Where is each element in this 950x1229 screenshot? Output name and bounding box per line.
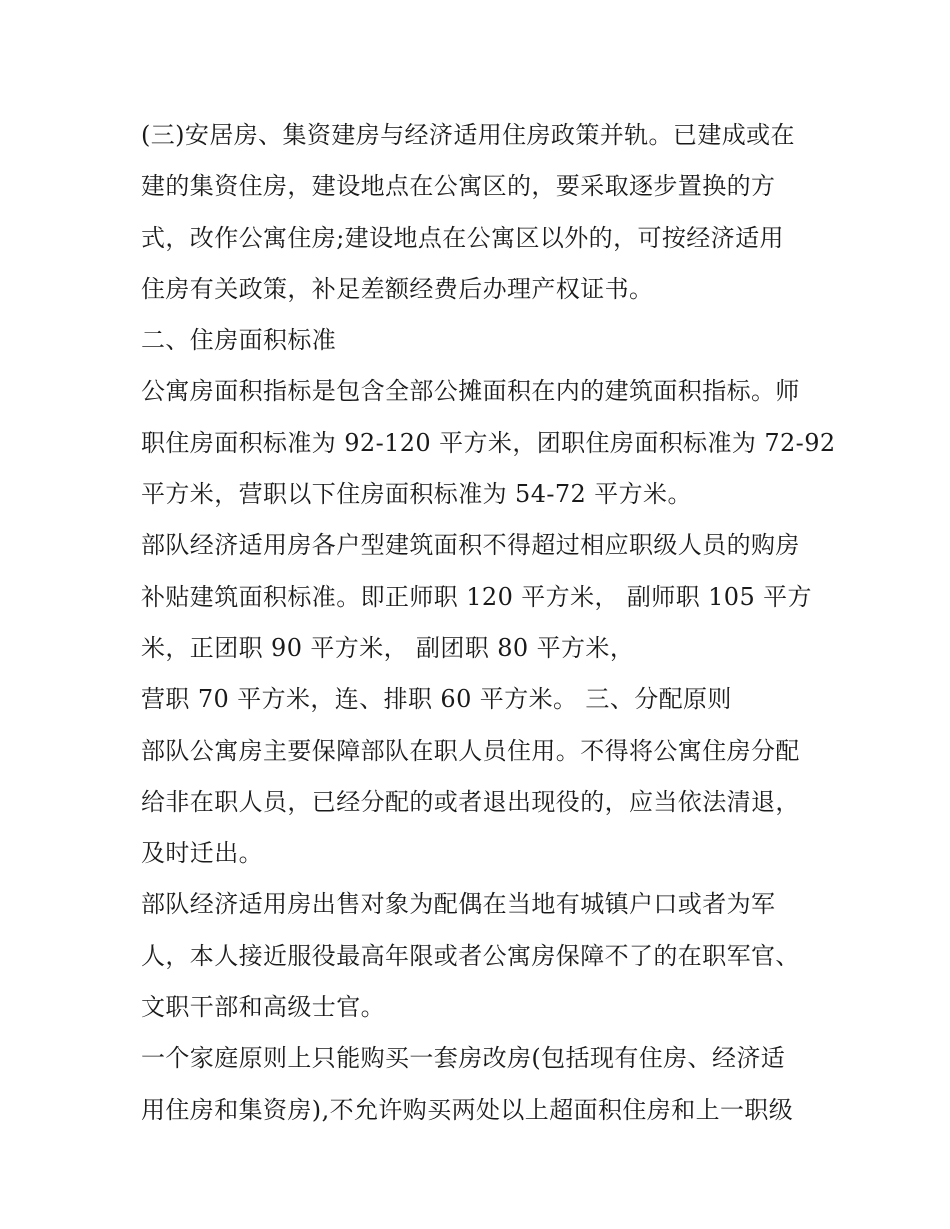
text-line: 一个家庭原则上只能购买一套房改房(包括现有住房、经济适 (141, 1044, 786, 1073)
text-line: 部队经济适用房出售对象为配偶在当地有城镇户口或者为军 (141, 890, 776, 919)
text-line: 式，改作公寓住房;建设地点在公寓区以外的，可按经济适用 (141, 223, 784, 252)
text-line: 公寓房面积指标是包含全部公摊面积在内的建筑面积指标。师 (141, 377, 800, 406)
text-line: 部队公寓房主要保障部队在职人员住用。不得将公寓住房分配 (141, 736, 800, 765)
text-line: 住房有关政策，补足差额经费后办理产权证书。 (141, 274, 654, 303)
text-line: 营职 70 平方米，连、排职 60 平方米。 三、分配原则 (141, 685, 732, 714)
document-body (141, 110, 836, 1136)
text-line: 米，正团职 90 平方米， 副团职 80 平方米， (141, 633, 635, 662)
text-line: 建的集资住房，建设地点在公寓区的，要采取逐步置换的方 (141, 172, 776, 201)
text-line: 平方米，营职以下住房面积标准为 54-72 平方米。 (141, 480, 692, 509)
text-line: 及时迁出。 (141, 839, 263, 868)
text-line: 用住房和集资房),不允许购买两处以上超面积住房和上一职级 (141, 1095, 794, 1124)
text-line: 给非在职人员，已经分配的或者退出现役的，应当依法清退， (141, 787, 800, 816)
section-heading: 二、住房面积标准 (141, 326, 337, 355)
text-line: 文职干部和高级士官。 (141, 993, 385, 1022)
text-line: 补贴建筑面积标准。即正师职 120 平方米， 副师职 105 平方 (141, 582, 812, 611)
text-line: 部队经济适用房各户型建筑面积不得超过相应职级人员的购房 (141, 531, 800, 560)
text-line: (三)安居房、集资建房与经济适用住房政策并轨。已建成或在 (141, 121, 795, 149)
text-line: 职住房面积标准为 92-120 平方米，团职住房面积标准为 72-92 (141, 428, 836, 457)
text-line: 人，本人接近服役最高年限或者公寓房保障不了的在职军官、 (141, 941, 800, 970)
